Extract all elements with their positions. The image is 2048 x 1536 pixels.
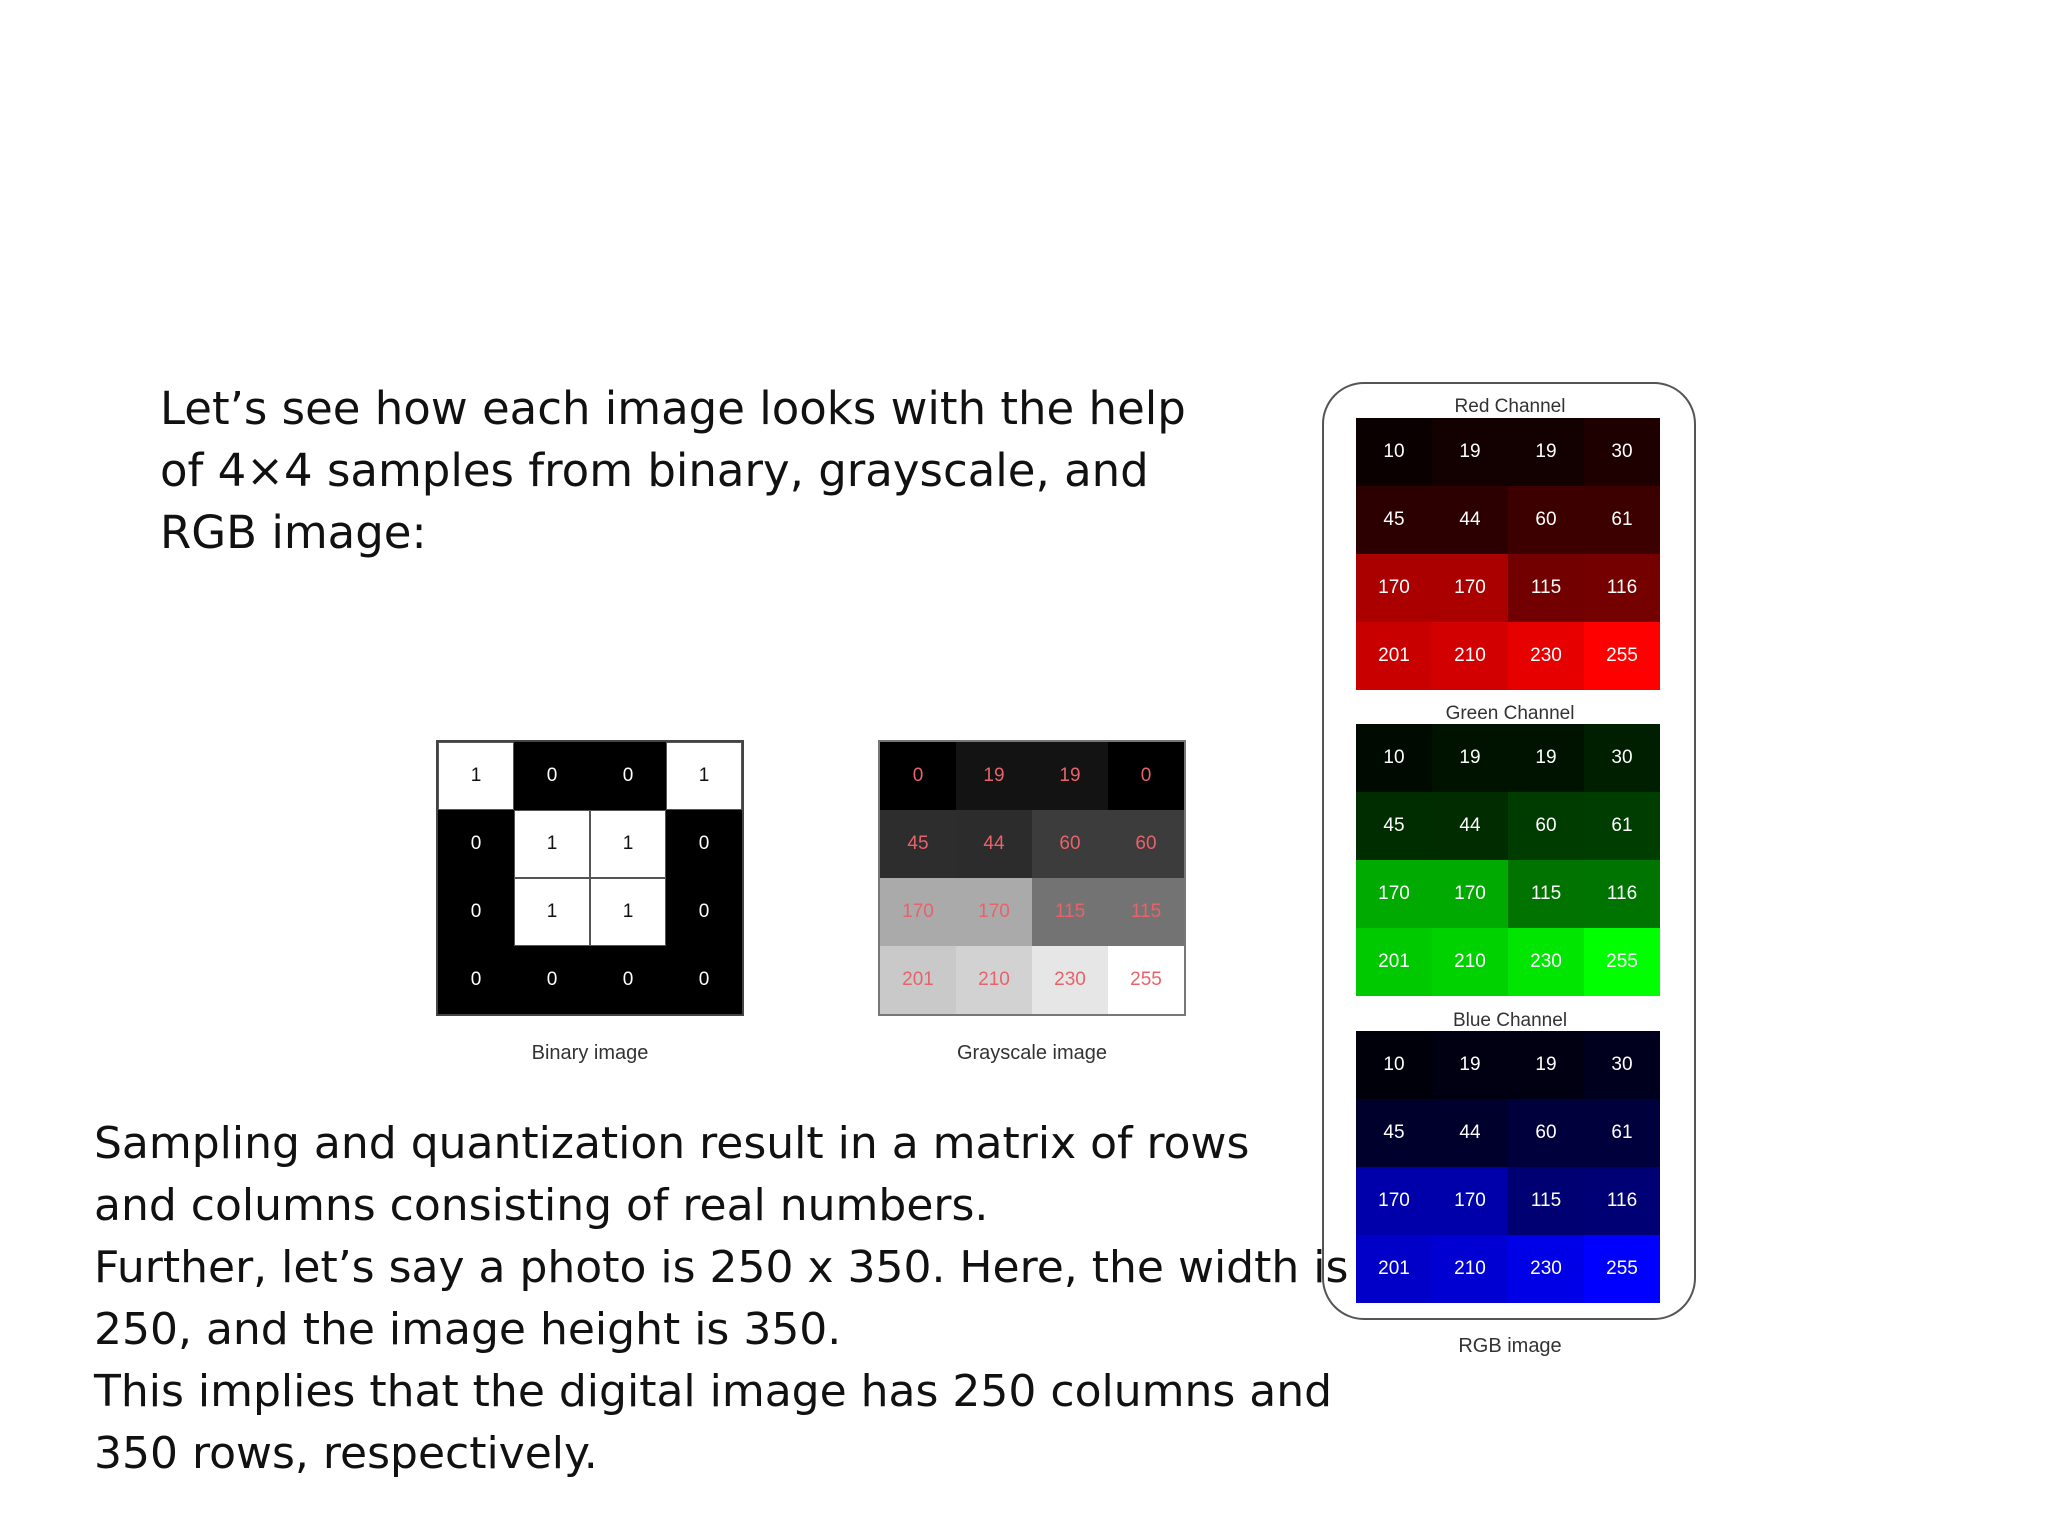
grid-cell: 10 bbox=[1356, 1031, 1432, 1099]
grid-cell: 60 bbox=[1508, 1099, 1584, 1167]
intro-line: Let’s see how each image looks with the help bbox=[160, 382, 1186, 435]
grid-cell: 1 bbox=[438, 742, 514, 810]
grid-cell: 201 bbox=[880, 946, 956, 1014]
grid-cell: 0 bbox=[514, 742, 590, 810]
grid-cell: 60 bbox=[1508, 792, 1584, 860]
grid-cell: 116 bbox=[1584, 554, 1660, 622]
grid-cell: 60 bbox=[1032, 810, 1108, 878]
grid-cell: 1 bbox=[666, 742, 742, 810]
grid-cell: 45 bbox=[1356, 1099, 1432, 1167]
grid-cell: 61 bbox=[1584, 1099, 1660, 1167]
red-channel-grid bbox=[1356, 418, 1660, 690]
grid-cell: 115 bbox=[1032, 878, 1108, 946]
grid-cell: 255 bbox=[1584, 928, 1660, 996]
grid-cell: 115 bbox=[1108, 878, 1184, 946]
grid-cell: 0 bbox=[514, 946, 590, 1014]
grid-cell: 255 bbox=[1584, 1235, 1660, 1303]
grayscale-image-caption: Grayscale image bbox=[956, 1042, 1108, 1064]
grid-cell: 30 bbox=[1584, 1031, 1660, 1099]
body-line: and columns consisting of real numbers. bbox=[94, 1180, 989, 1231]
grid-cell: 170 bbox=[1356, 1167, 1432, 1235]
grid-cell: 0 bbox=[1108, 742, 1184, 810]
grid-cell: 230 bbox=[1508, 928, 1584, 996]
grid-cell: 1 bbox=[514, 810, 590, 878]
grid-cell: 44 bbox=[1432, 486, 1508, 554]
intro-text bbox=[160, 378, 1186, 564]
grayscale-image-grid bbox=[878, 740, 1186, 1016]
grid-cell: 10 bbox=[1356, 724, 1432, 792]
grid-cell: 201 bbox=[1356, 1235, 1432, 1303]
green-channel-title: Green Channel bbox=[1445, 703, 1575, 724]
grid-cell: 0 bbox=[438, 810, 514, 878]
grid-cell: 0 bbox=[590, 946, 666, 1014]
grid-cell: 230 bbox=[1032, 946, 1108, 1014]
grid-cell: 19 bbox=[1508, 724, 1584, 792]
green-channel-grid bbox=[1356, 724, 1660, 996]
grid-cell: 0 bbox=[666, 946, 742, 1014]
grid-cell: 61 bbox=[1584, 792, 1660, 860]
grid-cell: 19 bbox=[1508, 418, 1584, 486]
grid-cell: 19 bbox=[1432, 418, 1508, 486]
grid-cell: 45 bbox=[1356, 792, 1432, 860]
grid-cell: 170 bbox=[1432, 554, 1508, 622]
grid-cell: 201 bbox=[1356, 622, 1432, 690]
blue-channel-grid bbox=[1356, 1031, 1660, 1303]
grid-cell: 255 bbox=[1584, 622, 1660, 690]
body-line: Sampling and quantization result in a matrix of rows bbox=[94, 1118, 1250, 1169]
grid-cell: 30 bbox=[1584, 724, 1660, 792]
grid-cell: 170 bbox=[1356, 860, 1432, 928]
grid-cell: 61 bbox=[1584, 486, 1660, 554]
grid-cell: 44 bbox=[956, 810, 1032, 878]
grid-cell: 19 bbox=[1032, 742, 1108, 810]
body-line: 350 rows, respectively. bbox=[94, 1428, 598, 1479]
grid-cell: 170 bbox=[1356, 554, 1432, 622]
grid-cell: 19 bbox=[1432, 724, 1508, 792]
grid-cell: 115 bbox=[1508, 860, 1584, 928]
grid-cell: 170 bbox=[956, 878, 1032, 946]
grid-cell: 0 bbox=[438, 946, 514, 1014]
body-line: 250, and the image height is 350. bbox=[94, 1304, 842, 1355]
red-channel-title: Red Channel bbox=[1454, 396, 1566, 417]
grid-cell: 210 bbox=[956, 946, 1032, 1014]
rgb-image-caption: RGB image bbox=[1458, 1335, 1562, 1357]
grid-cell: 45 bbox=[880, 810, 956, 878]
grid-cell: 0 bbox=[590, 742, 666, 810]
grid-cell: 1 bbox=[514, 878, 590, 946]
grid-cell: 0 bbox=[666, 810, 742, 878]
grid-cell: 1 bbox=[590, 810, 666, 878]
grid-cell: 0 bbox=[666, 878, 742, 946]
grid-cell: 116 bbox=[1584, 1167, 1660, 1235]
grid-cell: 170 bbox=[1432, 1167, 1508, 1235]
grid-cell: 19 bbox=[956, 742, 1032, 810]
grid-cell: 170 bbox=[880, 878, 956, 946]
grid-cell: 19 bbox=[1508, 1031, 1584, 1099]
grid-cell: 30 bbox=[1584, 418, 1660, 486]
blue-channel-title: Blue Channel bbox=[1452, 1010, 1568, 1031]
grid-cell: 19 bbox=[1432, 1031, 1508, 1099]
intro-line: RGB image: bbox=[160, 506, 427, 559]
grid-cell: 10 bbox=[1356, 418, 1432, 486]
binary-image-grid bbox=[436, 740, 744, 1016]
grid-cell: 210 bbox=[1432, 928, 1508, 996]
body-line: Further, let’s say a photo is 250 x 350. Here, the width is bbox=[94, 1242, 1349, 1293]
body-line: This implies that the digital image has 250 columns and bbox=[94, 1366, 1333, 1417]
grid-cell: 170 bbox=[1432, 860, 1508, 928]
grid-cell: 230 bbox=[1508, 622, 1584, 690]
grid-cell: 60 bbox=[1508, 486, 1584, 554]
intro-line: of 4×4 samples from binary, grayscale, and bbox=[160, 444, 1149, 497]
grid-cell: 255 bbox=[1108, 946, 1184, 1014]
grid-cell: 210 bbox=[1432, 622, 1508, 690]
grid-cell: 0 bbox=[438, 878, 514, 946]
grid-cell: 0 bbox=[880, 742, 956, 810]
grid-cell: 45 bbox=[1356, 486, 1432, 554]
grid-cell: 60 bbox=[1108, 810, 1184, 878]
grid-cell: 44 bbox=[1432, 792, 1508, 860]
grid-cell: 115 bbox=[1508, 1167, 1584, 1235]
grid-cell: 201 bbox=[1356, 928, 1432, 996]
body-text bbox=[94, 1113, 1349, 1485]
grid-cell: 44 bbox=[1432, 1099, 1508, 1167]
grid-cell: 230 bbox=[1508, 1235, 1584, 1303]
binary-image-caption: Binary image bbox=[531, 1042, 649, 1064]
grid-cell: 1 bbox=[590, 878, 666, 946]
grid-cell: 116 bbox=[1584, 860, 1660, 928]
grid-cell: 210 bbox=[1432, 1235, 1508, 1303]
grid-cell: 115 bbox=[1508, 554, 1584, 622]
